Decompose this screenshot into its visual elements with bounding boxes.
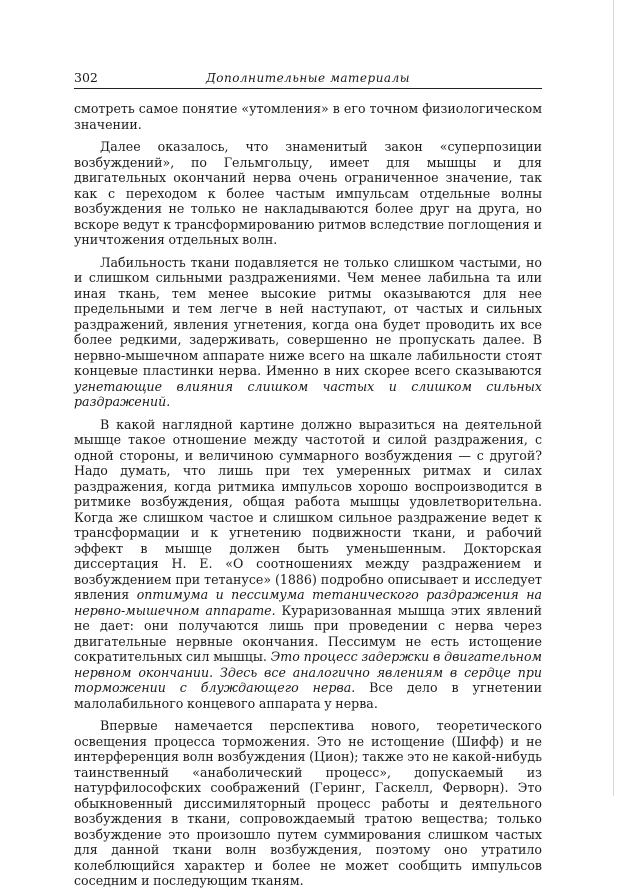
paragraph-continuation (74, 101, 542, 132)
scan-edge-line (613, 0, 614, 796)
page-header (74, 70, 542, 89)
italic-emphasis: угнетающие влияния слишком частых и слишком сильных раздражений. (74, 378, 542, 409)
italic-emphasis: оптимума и пессимума тетанического раздражения на нервно-мышечном аппарате. (74, 587, 542, 618)
text-segment: Впервые намечается перспектива нового, теоретического освещения процесса торможения. Это не истощение (Шифф) и не интерференция волн возбуждения (Цион); также это не какой-нибудь таинственный «анаболический процесс», допускаемый из натурфилософских соображений (Геринг, Гаскелл, Ферворн). Это обыкновенный диссимиляторный процесс работы и деятельного возбуждения в ткани, сопровождаемый тратою вещества; только возбуждение это произошло путем суммирования слишком частых для данной ткани волн возбуждения, поэтому оно утратило колеблющийся характер и более не может сообщить импульсов соседним и последующим тканям. (74, 718, 542, 888)
paragraph-inhibition (74, 718, 542, 889)
body-text (74, 101, 542, 889)
paragraph-optimum-pessimum (74, 417, 542, 712)
paragraph-lability (74, 255, 542, 410)
paragraph-superposition (74, 139, 542, 248)
page-number: 302 (74, 70, 98, 85)
text-segment: Все дело в угнетении малолабильного концевого аппарата у нерва. (74, 680, 542, 711)
italic-emphasis: Это процесс задержки в двигательном нервном окончании. Здесь все аналогично явлениям в сердце при торможении с блуждающего нерва. (74, 649, 542, 695)
text-segment: смотреть самое понятие «утомления» в его точном физиологическом значении. (74, 101, 542, 132)
running-title: Дополнительные материалы (205, 71, 411, 85)
text-segment: В какой наглядной картине должно выразиться на деятельной мышце такое отношение между частотой и силой раздражения, с одной стороны, и величиною суммарного возбуждения — с другой? Надо думать, что лишь при тех умеренных ритмах и силах раздражения, когда ритмика импульсов хорошо воспроизводится в ритмике возбуждения, общая работа мышцы удовлетворительна. Когда же слишком частое и слишком сильное раздражение ведет к трансформации и к угнетению подвижности ткани, и рабочий эффект в мышце должен быть уменьшенным. Докторская диссертация Н. Е. «О соотношениях между раздражением и возбуждением при тетанусе» (1886) подробно описывает и исследует явления (74, 416, 542, 602)
text-segment: Кураризованная мышца этих явлений не дает: они получаются лишь при проведении с нерва через двигательные нервные окончания. Пессимум не есть истощение сократительных сил мышцы. (74, 602, 542, 664)
text-segment: Далее оказалось, что знаменитый закон «суперпозиции возбуждений», по Гельмгольцу, имеет для мышцы и для двигательных окончаний нерва очень ограниченное значение, так как с переходом к более частым импульсам отдельные волны возбуждения не только не накладываются более друг на друга, но вскоре ведут к трансформированию ритмов вследствие поглощения и уничтожения отдельных волн. (74, 139, 542, 247)
text-segment: Лабильность ткани подавляется не только слишком частыми, но и слишком сильными раздражениями. Чем менее лабильна та или иная ткань, тем менее высокие ритмы оказываются для нее предельными и тем легче в ней наступают, от частых и сильных раздражений, явления угнетения, когда она будет проводить их все более редкими, задерживать, совершенно не пропускать далее. В нервно-мышечном аппарате ниже всего на шкале лабильности стоят концевые пластинки нерва. Именно в них скорее всего сказываются (74, 254, 542, 378)
